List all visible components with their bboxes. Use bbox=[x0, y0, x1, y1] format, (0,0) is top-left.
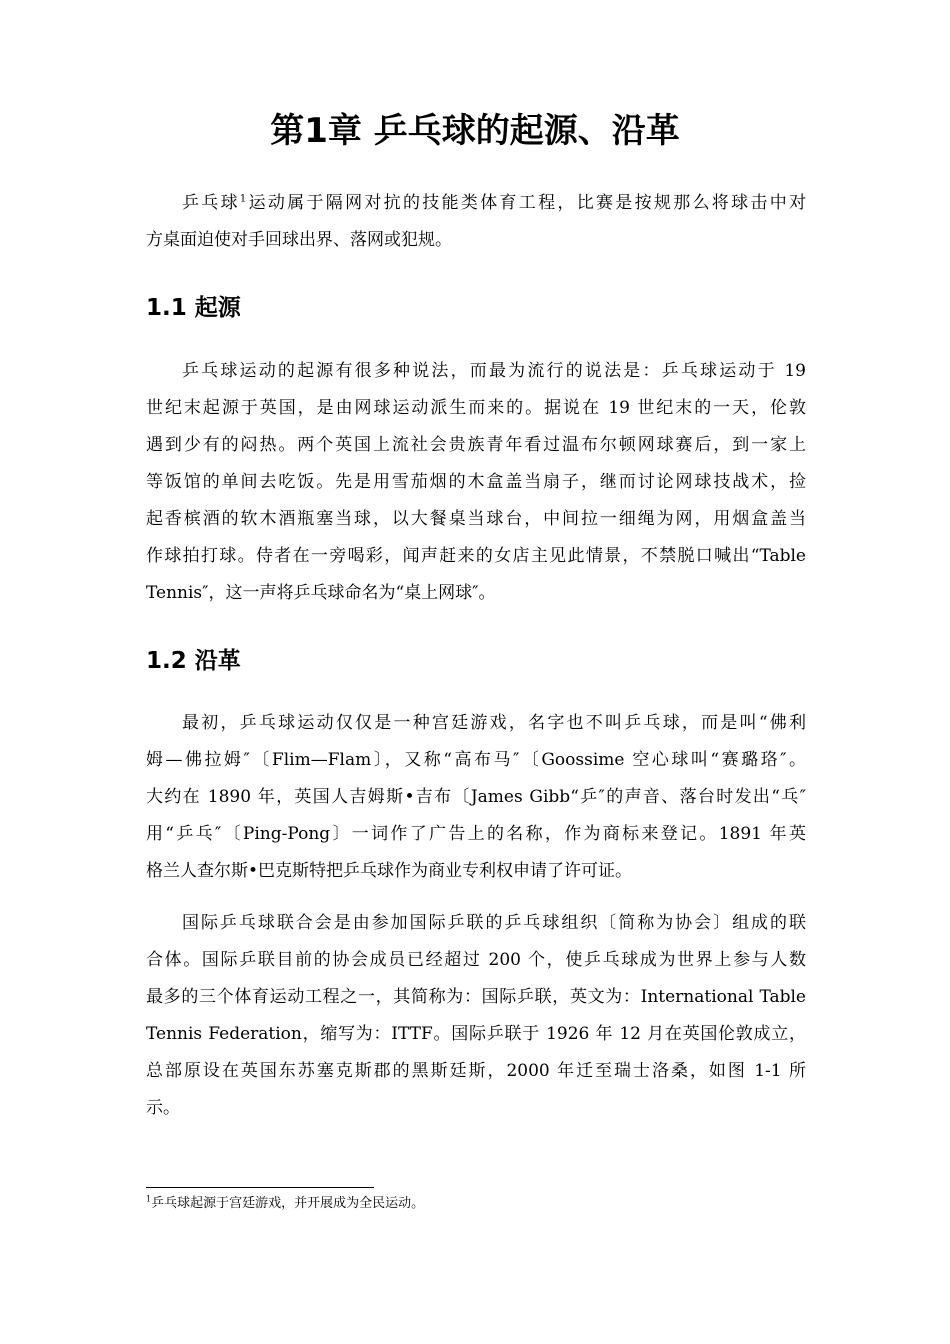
intro-paragraph bbox=[146, 185, 806, 259]
paragraph-line: 合体。国际乒联目前的协会成员已经超过 200 个，使乒乓球成为世界上参与人数 bbox=[146, 950, 806, 970]
paragraph-line: Tennis Federation，缩写为：ITTF。国际乒联于 1926 年 12 月在英国伦敦成立， bbox=[146, 1024, 806, 1044]
section-heading-1-2 bbox=[146, 646, 241, 676]
paragraph-line: 等饭馆的单间去吃饭。先是用雪茄烟的木盒盖当扇子，继而讨论网球技战术，捡 bbox=[146, 472, 806, 492]
paragraph-line: 用“乒乓″〔Ping-Pong〕一词作了广告上的名称，作为商标来登记。1891 年英 bbox=[146, 824, 806, 844]
paragraph-line: 作球拍打球。侍者在一旁喝彩，闻声赶来的女店主见此情景，不禁脱口喊出“Table bbox=[146, 546, 806, 566]
paragraph-line: Tennis″，这一声将乒乓球命名为“桌上网球″。 bbox=[146, 583, 496, 603]
section-heading-1-1 bbox=[146, 293, 241, 323]
section-1-2-paragraph-2 bbox=[146, 905, 806, 1127]
section-heading-text: 起源 bbox=[194, 295, 241, 321]
paragraph-line: 遇到少有的闷热。两个英国上流社会贵族青年看过温布尔顿网球赛后，到一家上 bbox=[146, 435, 806, 455]
footnote-text: 乒乓球起源于宫廷游戏，并开展成为全民运动。 bbox=[151, 1196, 425, 1211]
section-1-2-paragraph-1 bbox=[146, 705, 806, 890]
intro-line-1 bbox=[146, 185, 806, 222]
section-heading-text: 沿革 bbox=[194, 648, 241, 674]
section-1-1-paragraph bbox=[146, 353, 806, 612]
footnote-divider bbox=[146, 1187, 374, 1188]
section-number: 1.2 bbox=[146, 648, 187, 674]
footnote-mark: 1 bbox=[146, 1194, 152, 1204]
paragraph-line: 大约在 1890 年，英国人吉姆斯•吉布〔James Gibb“乒″的声音、落台时发出“乓″ bbox=[146, 787, 806, 807]
intro-line-2: 方桌面迫使对手回球出界、落网或犯规。 bbox=[146, 230, 452, 250]
section-number: 1.1 bbox=[146, 295, 187, 321]
footnote bbox=[146, 1195, 424, 1213]
paragraph-line: 姆—佛拉姆″〔Flim—Flam〕，又称“高布马″〔Goossime 空心球叫“赛璐珞″。 bbox=[146, 750, 806, 770]
paragraph-line: 最多的三个体育运动工程之一，其简称为：国际乒联，英文为：International Table bbox=[146, 987, 806, 1007]
paragraph-line: 世纪末起源于英国，是由网球运动派生而来的。据说在 19 世纪末的一天，伦敦 bbox=[146, 398, 806, 418]
footnote-reference[interactable]: 1 bbox=[239, 193, 247, 205]
paragraph-line: 格兰人查尔斯•巴克斯特把乒乓球作为商业专利权申请了许可证。 bbox=[146, 861, 633, 881]
paragraph-line: 乒乓球运动的起源有很多种说法，而最为流行的说法是：乒乓球运动于 19 bbox=[182, 361, 806, 381]
intro-line-1-rest: 运动属于隔网对抗的技能类体育工程，比赛是按规那么将球击中对 bbox=[246, 193, 807, 213]
paragraph-line: 最初，乒乓球运动仅仅是一种宫廷游戏，名字也不叫乒乓球，而是叫“佛利 bbox=[182, 713, 806, 733]
paragraph-line: 起香槟酒的软木酒瓶塞当球，以大餐桌当球台，中间拉一细绳为网，用烟盒盖当 bbox=[146, 509, 806, 529]
intro-line-1-start: 乒乓球 bbox=[182, 193, 240, 213]
paragraph-line: 总部原设在英国东苏塞克斯郡的黑斯廷斯，2000 年迁至瑞士洛桑，如图 1-1 所 bbox=[146, 1061, 806, 1081]
chapter-title: 第1章 乒乓球的起源、沿革 bbox=[270, 111, 680, 151]
paragraph-line: 国际乒乓球联合会是由参加国际乒联的乒乓球组织〔简称为协会〕组成的联 bbox=[182, 913, 806, 933]
paragraph-line: 示。 bbox=[146, 1098, 180, 1118]
